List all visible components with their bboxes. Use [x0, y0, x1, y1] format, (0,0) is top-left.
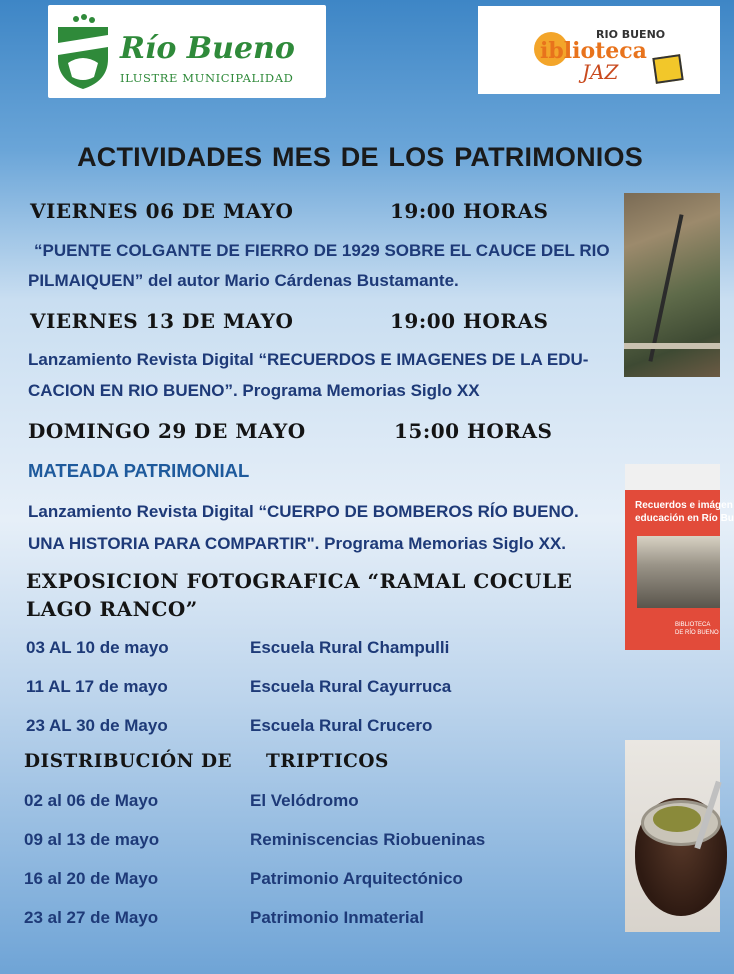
- exposicion-row-3-place: Escuela Rural Crucero: [250, 716, 433, 735]
- event-1-line-1: “PUENTE COLGANTE DE FIERRO DE 1929 SOBRE EL CAUCE DEL RIO: [34, 241, 610, 260]
- exposicion-heading-1: EXPOSICION FOTOGRAFICA “RAMAL COCULE: [26, 569, 573, 593]
- distribucion-row-2-place: Reminiscencias Riobueninas: [250, 830, 486, 849]
- event-3-line-1: Lanzamiento Revista Digital “CUERPO DE BOMBEROS RÍO BUENO.: [28, 502, 579, 521]
- municipal-subtitle: ILUSTRE MUNICIPALIDAD: [120, 71, 294, 85]
- bridge-cable: [648, 214, 683, 362]
- event-3-time: 15:00 HORAS: [394, 419, 553, 443]
- bridge-photo: [624, 193, 720, 377]
- event-3-subtitle: MATEADA PATRIMONIAL: [28, 460, 250, 481]
- cover-header: [625, 464, 720, 490]
- exposicion-row-2-place: Escuela Rural Cayurruca: [250, 677, 452, 696]
- municipal-logo: [48, 5, 326, 98]
- event-3-date: DOMINGO 29 DE MAYO: [28, 419, 306, 443]
- shield-icon: [54, 13, 112, 91]
- bridge-deck: [624, 343, 720, 349]
- library-box-icon: [652, 54, 683, 84]
- page-title: ACTIVIDADES MES DE LOS PATRIMONIOS: [77, 142, 643, 172]
- municipal-name: Río Bueno: [120, 31, 295, 66]
- distribucion-row-4-dates: 23 al 27 de Mayo: [24, 908, 159, 927]
- event-1-line-2: PILMAIQUEN” del autor Mario Cárdenas Bustamante.: [28, 271, 459, 290]
- library-logo: [478, 6, 720, 94]
- library-top-text: RIO BUENO: [596, 28, 666, 41]
- event-2-date: VIERNES 13 DE MAYO: [30, 309, 294, 333]
- distribucion-row-3-dates: 16 al 20 de Mayo: [24, 869, 159, 888]
- library-jaz: JAZ: [582, 60, 619, 84]
- event-1-time: 19:00 HORAS: [390, 199, 549, 223]
- cover-title-line-2: educación en Río Bu: [635, 513, 734, 524]
- cover-footer-line-1: BIBLIOTECA: [675, 622, 711, 628]
- distribucion-heading-b: TRIPTICOS: [266, 751, 389, 772]
- distribucion-heading-a: DISTRIBUCIÓN DE: [24, 751, 233, 772]
- exposicion-heading-2: LAGO RANCO”: [26, 597, 198, 621]
- distribucion-row-1-dates: 02 al 06 de Mayo: [24, 791, 159, 810]
- distribucion-row-2-dates: 09 al 13 de mayo: [24, 830, 160, 849]
- cover-footer-line-2: DE RÍO BUENO: [675, 630, 719, 636]
- event-3-line-2: UNA HISTORIA PARA COMPARTIR". Programa Memorias Siglo XX.: [28, 534, 566, 553]
- event-1-date: VIERNES 06 DE MAYO: [30, 199, 294, 223]
- mate-herb: [653, 806, 701, 832]
- magazine-cover: [625, 464, 734, 650]
- event-2-time: 19:00 HORAS: [390, 309, 549, 333]
- exposicion-row-1-place: Escuela Rural Champulli: [250, 638, 450, 657]
- exposicion-row-1-dates: 03 AL 10 de mayo: [26, 638, 169, 657]
- exposicion-row-3-dates: 23 AL 30 de Mayo: [26, 716, 168, 735]
- distribucion-row-1-place: El Velódromo: [250, 791, 359, 810]
- distribucion-row-4-place: Patrimonio Inmaterial: [250, 908, 424, 927]
- mate-photo: [625, 740, 720, 932]
- distribucion-row-3-place: Patrimonio Arquitectónico: [250, 869, 463, 888]
- event-2-line-2: CACION EN RIO BUENO”. Programa Memorias Siglo XX: [28, 381, 480, 400]
- exposicion-row-2-dates: 11 AL 17 de mayo: [26, 677, 168, 696]
- cover-title-line-1: Recuerdos e imágen: [635, 500, 733, 511]
- event-2-line-1: Lanzamiento Revista Digital “RECUERDOS E IMAGENES DE LA EDU-: [28, 350, 589, 369]
- library-word: iblioteca: [540, 38, 647, 64]
- cover-photo: [637, 536, 720, 608]
